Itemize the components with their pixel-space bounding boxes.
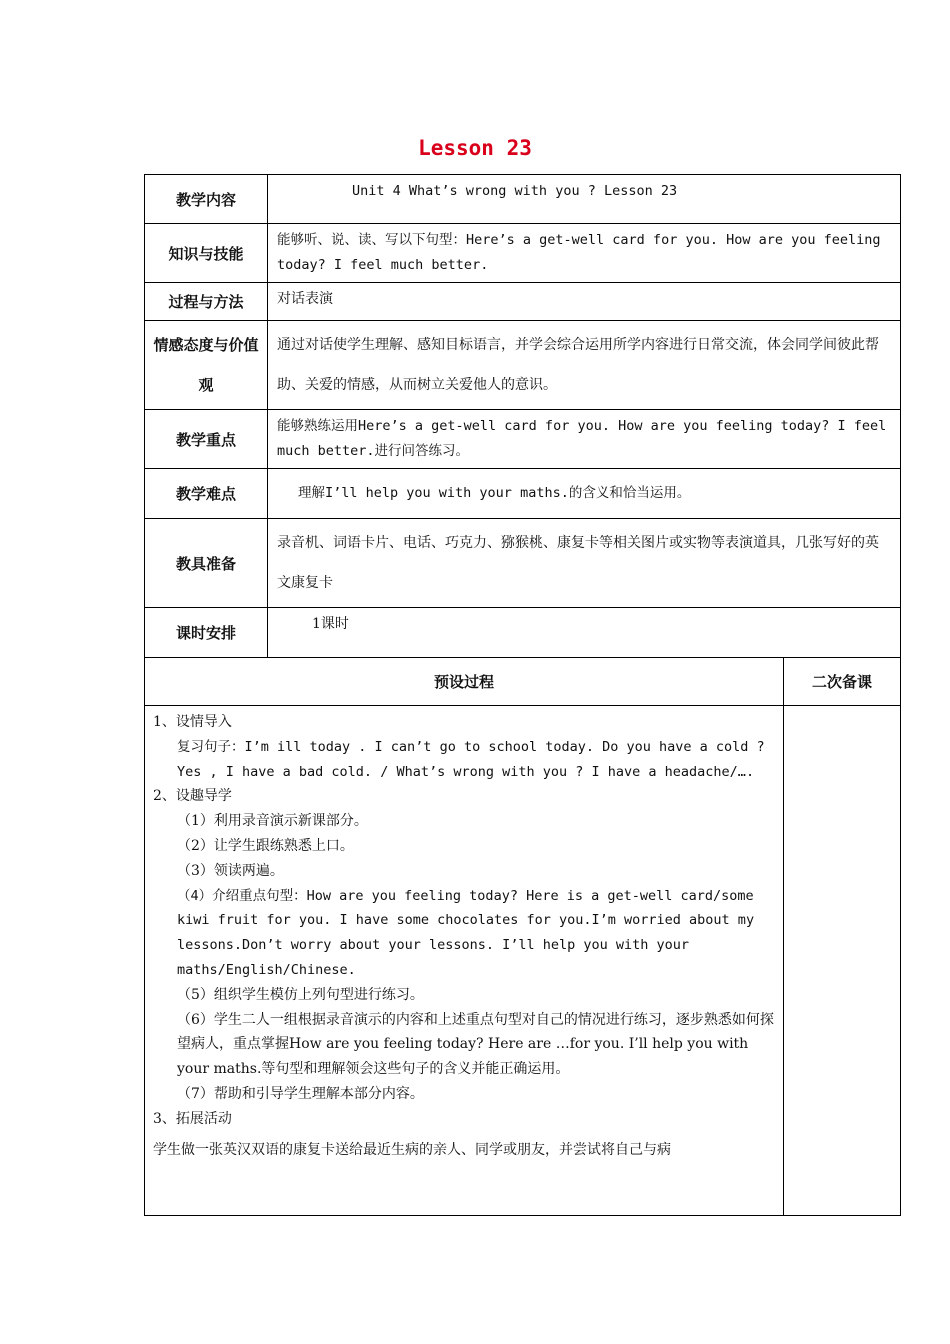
row-value: 能够听、说、读、写以下句型：Here’s a get-well card for you. How are you feeling today? I feel much better.: [268, 224, 901, 283]
row-value: Unit 4 What’s wrong with you ? Lesson 23: [268, 175, 901, 224]
process-heading: 1、设情导入: [153, 714, 232, 730]
row-key-points: [145, 410, 901, 469]
row-label: 教具准备: [145, 519, 268, 608]
process-step: （5）组织学生模仿上列句型进行练习。: [177, 986, 424, 1003]
row-value: 理解I’ll help you with your maths.的含义和恰当运用。: [268, 469, 901, 519]
row-label: 教学难点: [145, 469, 268, 519]
row-method: [145, 283, 901, 321]
row-skills: [145, 224, 901, 283]
row-difficulty: [145, 469, 901, 519]
process-header: 预设过程: [145, 658, 784, 706]
process-step: （6）学生二人一组根据录音演示的内容和上述重点句型对自己的情况进行练习，逐步熟悉如何探望病人，重点掌握How are you feeling today? Here are …for you. I’ll help you with your maths.等句型和理解领会这些句子的含义并能正确运用。: [177, 1011, 774, 1078]
row-label: 课时安排: [145, 608, 268, 658]
process-step: （7）帮助和引导学生理解本部分内容。: [177, 1085, 424, 1102]
row-content: [145, 175, 901, 224]
process-step: （4）介绍重点句型：How are you feeling today? Here is a get-well card/some kiwi fruit for you. I have some chocolates for you.I’m worried about my lessons.Don’t worry about your lessons. I’ll help you with your maths/English/Chinese.: [177, 887, 755, 978]
process-paragraph: 学生做一张英汉双语的康复卡送给最近生病的亲人、同学或朋友，并尝试将自己与病: [153, 1141, 671, 1158]
row-value: 能够熟练运用Here’s a get-well card for you. How are you feeling today? I feel much better.进行问答练习。: [268, 410, 901, 469]
row-value: 1课时: [268, 608, 901, 658]
row-materials: [145, 519, 901, 608]
lesson-plan-table: [144, 174, 901, 1216]
row-label: 情感态度与价值观: [145, 321, 268, 410]
process-header-row: [145, 658, 901, 706]
row-label: 教学内容: [145, 175, 268, 224]
secondary-prep-header: 二次备课: [784, 658, 901, 706]
row-label: 知识与技能: [145, 224, 268, 283]
document-title: Lesson 23: [418, 136, 532, 160]
process-step: （1）利用录音演示新课部分。: [177, 813, 368, 830]
process-body-row: [145, 706, 901, 1216]
row-schedule: [145, 608, 901, 658]
process-heading: 3、拓展活动: [153, 1110, 232, 1127]
row-label: 过程与方法: [145, 283, 268, 321]
process-paragraph: 复习句子：I’m ill today . I can’t go to school today. Do you have a cold ? Yes , I have a bad cold. / What’s wrong with you ? I have a headache/….: [177, 738, 765, 780]
process-content: [145, 706, 784, 1216]
row-value: 对话表演: [268, 283, 901, 321]
row-label: 教学重点: [145, 410, 268, 469]
row-value: 录音机、词语卡片、电话、巧克力、猕猴桃、康复卡等相关图片或实物等表演道具，几张写好的英文康复卡: [268, 519, 901, 608]
process-step: （3）领读两遍。: [177, 862, 284, 879]
process-step: （2）让学生跟练熟悉上口。: [177, 837, 354, 854]
process-heading: 2、设趣导学: [153, 788, 232, 805]
secondary-prep-cell: [784, 706, 901, 1216]
row-value: 通过对话使学生理解、感知目标语言，并学会综合运用所学内容进行日常交流，体会同学间彼此帮助、关爱的情感，从而树立关爱他人的意识。: [268, 321, 901, 410]
row-attitude: [145, 321, 901, 410]
